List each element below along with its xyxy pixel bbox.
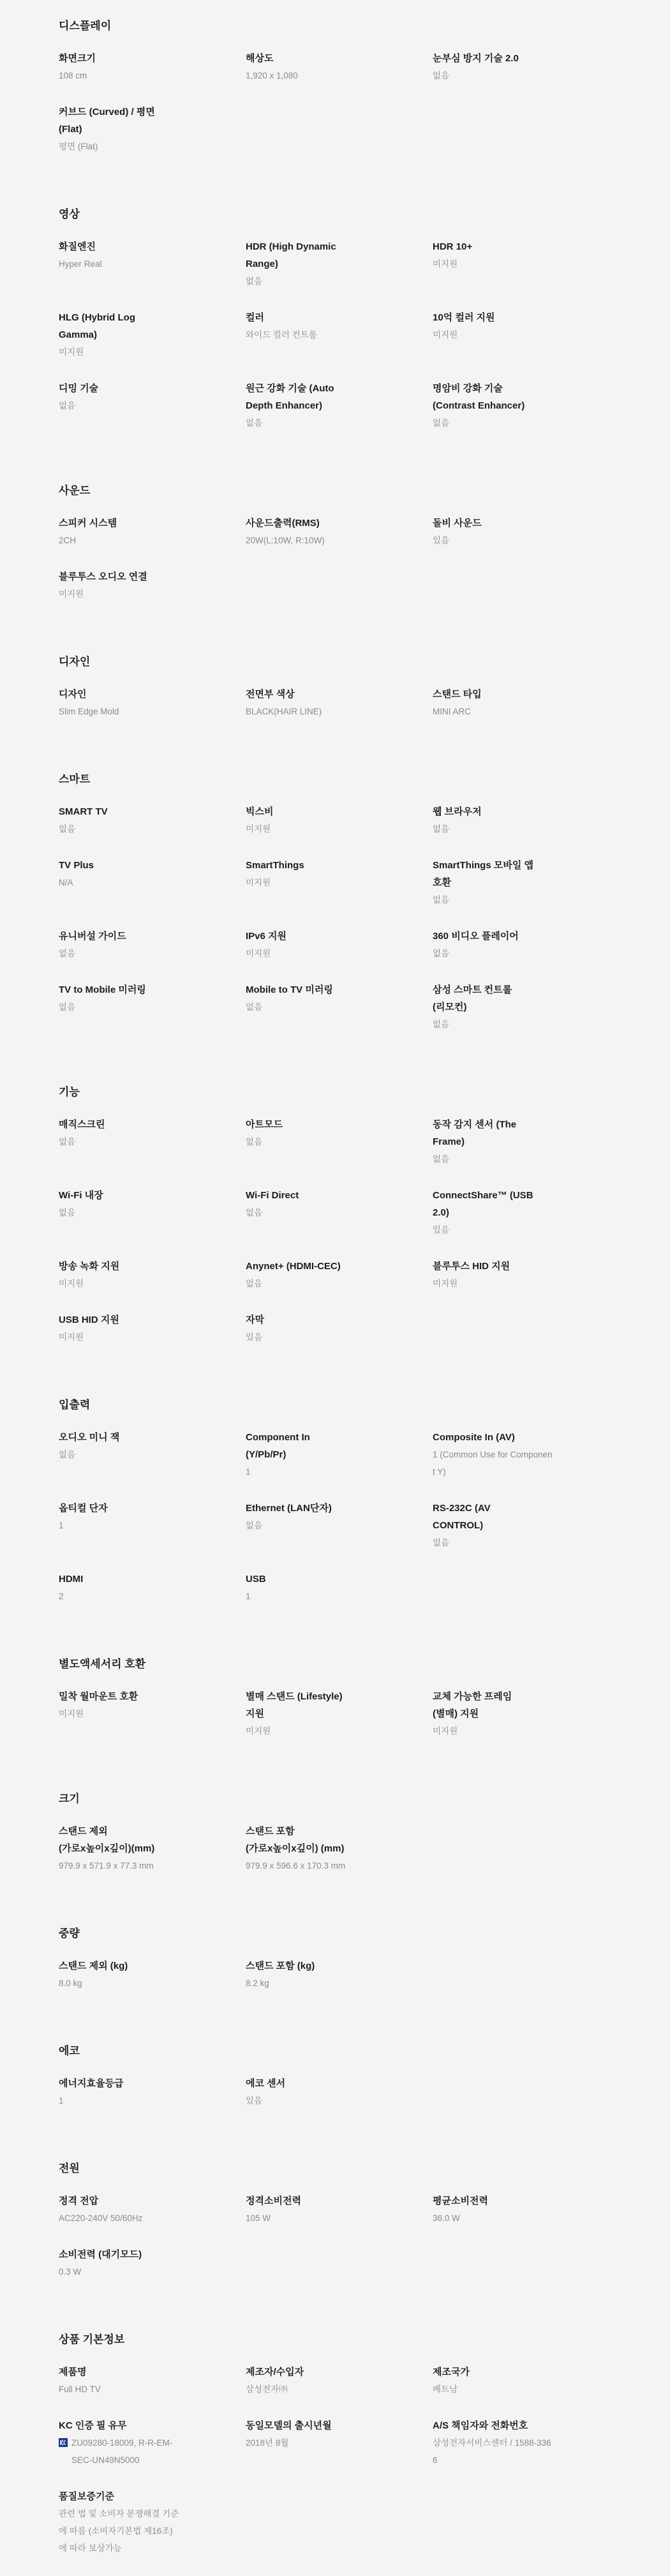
spec-label: 옵티컬 단자 [59, 1503, 108, 1514]
spec-item [433, 857, 620, 908]
spec-value: 979.9 x 571.9 x 77.3 mm [59, 1861, 154, 1871]
spec-value: 와이드 컬러 컨트롤 [246, 330, 317, 340]
spec-item [246, 515, 433, 549]
spec-value: 있음 [433, 1225, 450, 1235]
spec-label: Mobile to TV 미러링 [246, 984, 333, 995]
spec-value: 없음 [433, 71, 450, 80]
spec-value: 있음 [433, 536, 450, 545]
spec-grid [59, 1957, 620, 2011]
spec-value: 1 [59, 2096, 64, 2105]
spec-label: 교체 가능한 프레임 (별매) 지원 [433, 1691, 512, 1719]
spec-label: 스탠드 포함 (가로x높이x깊이) (mm) [246, 1826, 345, 1854]
spec-label: 디밍 기술 [59, 383, 99, 394]
spec-value: 없음 [246, 1521, 263, 1530]
spec-label: HDR (High Dynamic Range) [246, 241, 336, 269]
section-title: 상품 기본정보 [59, 2333, 125, 2346]
spec-grid [59, 515, 620, 622]
spec-label: SMART TV [59, 806, 108, 817]
spec-value: 없음 [433, 418, 450, 428]
spec-item [433, 686, 620, 720]
spec-item [246, 1311, 433, 1346]
spec-value: Full HD TV [59, 2384, 101, 2394]
spec-value: 미지원 [59, 347, 84, 357]
spec-label: 스피커 시스템 [59, 518, 117, 529]
spec-label: RS-232C (AV CONTROL) [433, 1503, 491, 1531]
spec-value: 없음 [246, 418, 263, 428]
spec-label: Anynet+ (HDMI-CEC) [246, 1261, 341, 1272]
spec-value: AC220-240V 50/60Hz [59, 2213, 143, 2223]
spec-item [433, 1688, 620, 1740]
spec-label: 정격소비전력 [246, 2196, 301, 2206]
spec-label: 방송 녹화 지원 [59, 1261, 120, 1272]
spec-label: 명암비 강화 기술 (Contrast Enhancer) [433, 383, 525, 411]
spec-item [246, 686, 433, 720]
spec-item [246, 981, 433, 1033]
spec-grid [59, 1688, 620, 1759]
spec-value: 108 cm [59, 71, 87, 80]
spec-value: 없음 [246, 1208, 263, 1217]
spec-item [246, 309, 433, 361]
spec-item [433, 2417, 620, 2469]
spec-label: 컬러 [246, 312, 264, 323]
spec-value: 삼성전자㈜ [246, 2384, 288, 2394]
spec-label: 빅스비 [246, 806, 274, 817]
spec-item [59, 1311, 246, 1346]
spec-item [59, 2417, 246, 2469]
spec-label: SmartThings [246, 860, 304, 871]
spec-value: 없음 [433, 1538, 450, 1548]
spec-value: 2CH [59, 536, 77, 545]
spec-value: 없음 [59, 1002, 76, 1012]
spec-label: 평균소비전력 [433, 2196, 488, 2206]
spec-value: 미지원 [433, 259, 458, 269]
spec-value: 8.0 kg [59, 1978, 82, 1988]
spec-section [59, 2162, 670, 2300]
spec-item [59, 2246, 246, 2280]
spec-label: 돌비 사운드 [433, 518, 482, 529]
spec-section [59, 207, 670, 451]
spec-value: 미지원 [59, 1332, 84, 1342]
spec-label: 제품명 [59, 2367, 87, 2377]
spec-label: 디자인 [59, 689, 87, 700]
spec-label: 스탠드 제외 (가로x높이x깊이)(mm) [59, 1826, 155, 1854]
spec-item [433, 1116, 620, 1168]
spec-value: 있음 [246, 1332, 263, 1342]
spec-label: 삼성 스마트 컨트롤 (리모컨) [433, 984, 512, 1013]
spec-label: 10억 컬러 지원 [433, 312, 495, 323]
spec-item [59, 1429, 246, 1480]
spec-value: 있음 [246, 2096, 263, 2105]
section-title: 스마트 [59, 773, 91, 785]
spec-label: 원근 강화 기술 (Auto Depth Enhancer) [246, 383, 334, 411]
spec-value: 베트남 [433, 2384, 458, 2394]
spec-grid [59, 1823, 620, 1894]
spec-item [59, 238, 246, 290]
spec-item [246, 1116, 433, 1168]
spec-label: Wi-Fi Direct [246, 1190, 299, 1201]
spec-value: 없음 [59, 1450, 76, 1459]
spec-value: 미지원 [246, 824, 271, 834]
spec-item [59, 2488, 246, 2557]
spec-item [433, 981, 620, 1033]
spec-value: 1 [246, 1592, 251, 1601]
spec-item [59, 981, 246, 1033]
spec-label: 유니버설 가이드 [59, 931, 126, 942]
spec-label: 별매 스탠드 (Lifestyle) 지원 [246, 1691, 343, 1719]
spec-item [433, 928, 620, 962]
spec-item [246, 238, 433, 290]
spec-value: 없음 [246, 1279, 263, 1288]
spec-item [433, 238, 620, 290]
spec-item [59, 50, 246, 84]
spec-value: 2018년 8월 [246, 2438, 289, 2448]
spec-item [59, 515, 246, 549]
spec-value: 없음 [59, 1137, 76, 1147]
spec-item [246, 50, 433, 84]
spec-item [433, 1500, 620, 1551]
section-title: 별도액세서리 호환 [59, 1658, 146, 1670]
spec-label: 동작 감지 센서 (The Frame) [433, 1119, 517, 1147]
spec-grid [59, 1116, 620, 1365]
spec-value: 1,920 x 1,080 [246, 71, 298, 80]
kc-mark-icon [59, 2438, 68, 2447]
spec-value: 미지원 [433, 1279, 458, 1288]
spec-item [246, 1823, 433, 1874]
spec-label: USB HID 지원 [59, 1314, 119, 1325]
spec-item [246, 2417, 433, 2469]
spec-value: 미지원 [246, 878, 271, 887]
spec-label: 에너지효율등급 [59, 2078, 124, 2089]
spec-value: 없음 [246, 1002, 263, 1012]
section-title: 사운드 [59, 485, 91, 497]
spec-item [59, 857, 246, 908]
spec-label: 해상도 [246, 53, 274, 64]
section-title: 중량 [59, 1927, 80, 1940]
spec-label: 자막 [246, 1314, 264, 1325]
spec-item [59, 928, 246, 962]
spec-value: Slim Edge Mold [59, 707, 119, 716]
spec-value: 20W(L:10W, R:10W) [246, 536, 325, 545]
spec-value: 없음 [59, 949, 76, 958]
spec-section [59, 1657, 670, 1759]
spec-item [246, 380, 433, 432]
spec-item [246, 2363, 433, 2398]
spec-label: HDR 10+ [433, 241, 473, 252]
section-title: 기능 [59, 1086, 80, 1098]
spec-label: 정격 전압 [59, 2196, 99, 2206]
spec-label: 블루투스 오디오 연결 [59, 571, 147, 582]
spec-item [246, 1258, 433, 1292]
spec-label: 동일모델의 출시년월 [246, 2420, 332, 2431]
spec-item [433, 380, 620, 432]
spec-label: ConnectShare™ (USB 2.0) [433, 1190, 533, 1218]
spec-value: 1 [246, 1467, 251, 1477]
spec-value: 없음 [433, 895, 450, 905]
section-title: 디자인 [59, 656, 91, 668]
spec-item [246, 1500, 433, 1551]
spec-item [59, 1957, 246, 1992]
spec-label: 아트모드 [246, 1119, 283, 1130]
spec-label: Wi-Fi 내장 [59, 1190, 103, 1201]
spec-item [59, 1116, 246, 1168]
spec-label: 스탠드 타입 [433, 689, 482, 700]
spec-value: 979.9 x 596.6 x 170.3 mm [246, 1861, 346, 1871]
spec-item [59, 103, 246, 155]
spec-item [433, 1187, 620, 1239]
spec-section [59, 2044, 670, 2128]
spec-value: 8.2 kg [246, 1978, 269, 1988]
spec-item [246, 1429, 433, 1480]
spec-value: 없음 [433, 1154, 450, 1164]
spec-value: 2 [59, 1592, 64, 1601]
spec-item [59, 686, 246, 720]
spec-item [433, 2363, 620, 2398]
spec-label: 제조국가 [433, 2367, 470, 2377]
spec-item [59, 1823, 246, 1874]
spec-value: 없음 [433, 949, 450, 958]
spec-item [59, 1500, 246, 1551]
spec-value: 없음 [59, 401, 76, 411]
spec-label: 커브드 (Curved) / 평면 (Flat) [59, 107, 155, 135]
spec-item [433, 803, 620, 838]
spec-value: 1 (Common Use for Component Y) [433, 1450, 553, 1477]
spec-grid [59, 2363, 620, 2576]
spec-section [59, 772, 670, 1052]
spec-label: A/S 책임자와 전화번호 [433, 2420, 528, 2431]
spec-label: USB [246, 1574, 266, 1585]
spec-value: 미지원 [59, 1709, 84, 1719]
spec-item [246, 2075, 433, 2109]
spec-label: IPv6 지원 [246, 931, 287, 942]
spec-section [59, 2333, 670, 2576]
section-title: 크기 [59, 1793, 80, 1805]
spec-section [59, 484, 670, 622]
spec-item [246, 1957, 433, 1992]
spec-value: 삼성전자서비스센터 / 1588-3366 [433, 2438, 551, 2465]
section-title: 영상 [59, 208, 80, 220]
spec-value: 미지원 [59, 1279, 84, 1288]
spec-item [433, 1258, 620, 1292]
spec-label: 사운드출력(RMS) [246, 518, 320, 529]
spec-label: 눈부심 방지 기술 2.0 [433, 53, 519, 64]
spec-section [59, 19, 670, 174]
spec-item [246, 1570, 433, 1605]
spec-item [59, 2192, 246, 2227]
section-title: 전원 [59, 2162, 80, 2174]
spec-section [59, 655, 670, 739]
spec-item [59, 803, 246, 838]
spec-label: 밀착 월마운트 호환 [59, 1691, 138, 1702]
section-title: 입출력 [59, 1399, 91, 1411]
spec-label: 매직스크린 [59, 1119, 105, 1130]
spec-item [246, 928, 433, 962]
spec-item [59, 309, 246, 361]
spec-item [246, 1688, 433, 1740]
spec-label: 오디오 미니 잭 [59, 1432, 120, 1443]
spec-value: 없음 [246, 1137, 263, 1147]
spec-item [246, 1187, 433, 1239]
spec-label: 화면크기 [59, 53, 96, 64]
spec-item [246, 857, 433, 908]
spec-value: 0.3 W [59, 2267, 82, 2277]
spec-section [59, 1085, 670, 1365]
section-title: 에코 [59, 2045, 80, 2057]
spec-item [59, 1570, 246, 1605]
spec-item [433, 2192, 620, 2227]
spec-label: TV Plus [59, 860, 94, 871]
spec-item [246, 803, 433, 838]
spec-item [433, 50, 620, 84]
spec-label: 블루투스 HID 지원 [433, 1261, 510, 1272]
spec-label: Ethernet (LAN단자) [246, 1503, 332, 1514]
spec-item [59, 2363, 246, 2398]
spec-label: 에코 센서 [246, 2078, 286, 2089]
spec-item [433, 1429, 620, 1480]
spec-value: 없음 [433, 1020, 450, 1029]
spec-value: ZU09280-18009, R-R-EM-SEC-UN49N5000 [71, 2438, 173, 2465]
spec-label: 웹 브라우저 [433, 806, 482, 817]
spec-label: 스탠드 포함 (kg) [246, 1961, 315, 1971]
section-title: 디스플레이 [59, 20, 112, 32]
spec-value: BLACK(HAIR LINE) [246, 707, 322, 716]
spec-section [59, 1792, 670, 1894]
spec-value: 관련 법 및 소비자 분쟁해결 기준에 따름 (소비자기본법 제16조)에 따라 보상가능 [59, 2509, 179, 2553]
spec-label: 제조자/수입자 [246, 2367, 304, 2377]
spec-label: SmartThings 모바일 앱 호환 [433, 860, 533, 888]
spec-value: 미지원 [59, 589, 84, 599]
spec-label: 화질엔진 [59, 241, 96, 252]
spec-section [59, 1398, 670, 1624]
spec-label: KC 인증 필 유무 [59, 2420, 127, 2431]
spec-label: 소비전력 (대기모드) [59, 2249, 142, 2260]
spec-value: 미지원 [246, 949, 271, 958]
spec-grid [59, 803, 620, 1052]
spec-item [59, 380, 246, 432]
spec-value: N/A [59, 878, 73, 887]
spec-value: 1 [59, 1521, 64, 1530]
spec-label: Component In (Y/Pb/Pr) [246, 1432, 310, 1460]
spec-grid [59, 50, 620, 174]
spec-label: 품질보증기준 [59, 2491, 114, 2502]
spec-label: 360 비디오 플레이어 [433, 931, 519, 942]
spec-label: HDMI [59, 1574, 84, 1585]
spec-label: 전면부 색상 [246, 689, 295, 700]
spec-item [59, 1258, 246, 1292]
kc-value-row [59, 2434, 246, 2469]
spec-value: Hyper Real [59, 259, 102, 269]
spec-grid [59, 686, 620, 739]
spec-value: 없음 [246, 276, 263, 286]
spec-value: 없음 [59, 824, 76, 834]
spec-item [246, 2192, 433, 2227]
spec-label: 스탠드 제외 (kg) [59, 1961, 128, 1971]
spec-item [433, 309, 620, 361]
spec-grid [59, 238, 620, 451]
spec-value: 105 W [246, 2213, 271, 2223]
spec-value: 없음 [59, 1208, 76, 1217]
spec-grid [59, 2192, 620, 2300]
spec-item [59, 2075, 246, 2109]
spec-item [59, 568, 246, 603]
spec-item [59, 1688, 246, 1740]
spec-item [59, 1187, 246, 1239]
spec-item [433, 515, 620, 549]
spec-value: 평면 (Flat) [59, 142, 98, 151]
spec-value: 미지원 [246, 1726, 271, 1736]
spec-value: 미지원 [433, 1726, 458, 1736]
spec-label: HLG (Hybrid Log Gamma) [59, 312, 135, 340]
spec-label: Composite In (AV) [433, 1432, 515, 1443]
spec-value: 36.0 W [433, 2213, 460, 2223]
spec-grid [59, 2075, 620, 2128]
spec-label: TV to Mobile 미러링 [59, 984, 146, 995]
spec-section [59, 1927, 670, 2011]
spec-value: 없음 [433, 824, 450, 834]
spec-grid [59, 1429, 620, 1624]
spec-value: 미지원 [433, 330, 458, 340]
spec-value: MINI ARC [433, 707, 472, 716]
